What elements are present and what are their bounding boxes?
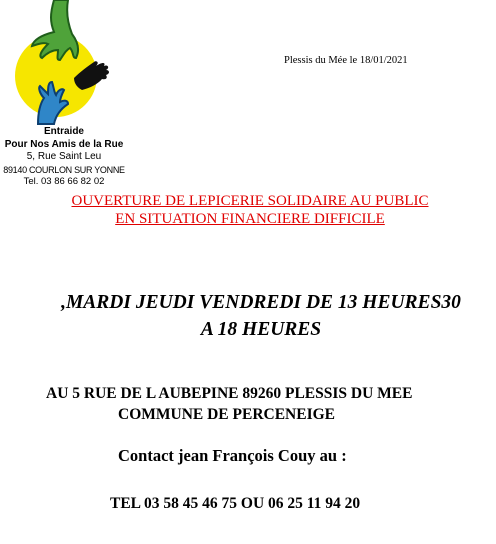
organization-info <box>0 126 128 189</box>
org-address-line2: 89140 COURLON SUR YONNE <box>3 164 125 175</box>
date-line: Plessis du Mée le 18/01/2021 <box>284 55 408 66</box>
hands-logo-icon <box>10 0 120 125</box>
org-phone: Tel. 03 86 66 82 02 <box>23 176 105 187</box>
organization-logo <box>0 0 140 195</box>
title-line1: OUVERTURE DE LEPICERIE SOLIDAIRE AU PUBLIC <box>71 193 429 209</box>
title-line2: EN SITUATION FINANCIERE DIFFICILE <box>115 211 385 227</box>
location-address <box>46 383 412 425</box>
address-line1: AU 5 RUE DE L AUBEPINE 89260 PLESSIS DU MEE <box>46 385 413 402</box>
contact-line: Contact jean François Couy au : <box>118 446 347 465</box>
org-name-line2: Pour Nos Amis de la Rue <box>4 138 124 150</box>
hours-line1: ,MARDI JEUDI VENDREDI DE 13 HEURES30 <box>61 292 461 313</box>
telephone-line: TEL 03 58 45 46 75 OU 06 25 11 94 20 <box>110 495 361 512</box>
opening-hours <box>26 289 496 343</box>
address-line2: COMMUNE DE PERCENEIGE <box>118 406 336 423</box>
hours-line2: A 18 HEURES <box>200 319 322 340</box>
org-address-line1: 5, Rue Saint Leu <box>26 151 102 162</box>
org-name-line1: Entraide <box>43 126 84 137</box>
document-title <box>30 192 470 228</box>
